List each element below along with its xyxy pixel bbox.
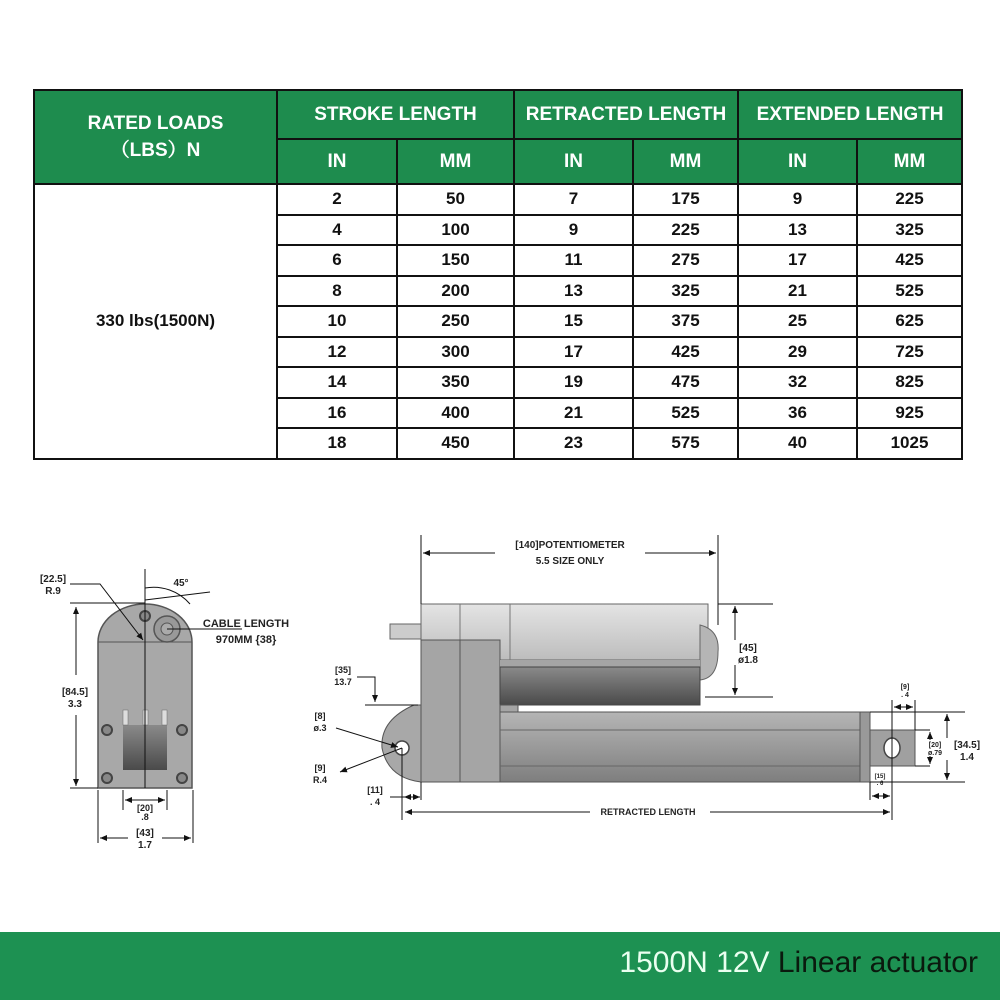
table-cell: 925 [857,398,962,429]
dim-rad-mm: [9] [314,763,326,773]
unit-header: MM [633,139,738,184]
side-view [40,569,289,851]
table-cell: 225 [857,184,962,215]
table-cell: 100 [397,215,514,246]
rated-load-cell: 330 lbs(1500N) [34,184,277,459]
table-cell: 13 [738,215,857,246]
cable-length-label: CABLE LENGTH [202,618,290,630]
dim-slot-mm: [20] [136,803,154,813]
table-cell: 13 [514,276,633,307]
dim-rad-in: R.4 [312,775,328,785]
table-cell: 525 [857,276,962,307]
table-cell: 21 [514,398,633,429]
unit-header: MM [397,139,514,184]
dim-angle: 45° [173,578,189,589]
table-cell: 825 [857,367,962,398]
dim-hole-in: ø.3 [313,723,327,733]
stroke-length-header: STROKE LENGTH [277,90,514,139]
dim-rodend-offset-in: . 6 [876,781,884,787]
table-cell: 9 [514,215,633,246]
extended-length-header: EXTENDED LENGTH [738,90,962,139]
table-cell: 14 [277,367,397,398]
table-cell: 9 [738,184,857,215]
table-cell: 250 [397,306,514,337]
dim-end-in: . 4 [369,797,381,807]
dim-rodend-height-in: 1.4 [960,752,974,763]
table-cell: 525 [633,398,738,429]
table-cell: 325 [633,276,738,307]
table-cell: 6 [277,245,397,276]
table-cell: 23 [514,428,633,459]
product-spec: 1500N 12V [619,946,770,979]
cable-length-value: 970MM {38} [215,634,277,646]
table-cell: 50 [397,184,514,215]
table-cell: 4 [277,215,397,246]
dim-end-mm: [11] [367,785,383,795]
dim-width-mm: [43] [136,828,154,839]
table-cell: 21 [738,276,857,307]
table-cell: 25 [738,306,857,337]
table-cell: 2 [277,184,397,215]
table-cell: 19 [514,367,633,398]
table-cell: 150 [397,245,514,276]
table-cell: 1025 [857,428,962,459]
retracted-length-label: RETRACTED LENGTH [600,807,696,817]
table-cell: 7 [514,184,633,215]
table-cell: 325 [857,215,962,246]
dim-width-in: 1.7 [138,840,152,851]
table-cell: 15 [514,306,633,337]
product-type: Linear actuator [777,946,978,979]
dim-rodend-hole-mm: [20] [928,742,942,749]
table-cell: 425 [857,245,962,276]
table-cell: 29 [738,337,857,368]
rated-loads-header: RATED LOADS （LBS）N [34,90,277,184]
dim-radius-in: R.9 [45,586,61,597]
unit-header: MM [857,139,962,184]
table-cell: 275 [633,245,738,276]
dim-radius-mm: [22.5] [39,574,67,585]
potentiometer-label: [140]POTENTIOMETER [515,540,625,551]
dim-offset-mm: [35] [334,665,352,675]
table-cell: 375 [633,306,738,337]
dim-height-in: 3.3 [68,699,82,710]
dim-rodend-hole-in: ø.79 [927,750,943,757]
unit-header: IN [514,139,633,184]
table-cell: 32 [738,367,857,398]
table-cell: 625 [857,306,962,337]
table-cell: 725 [857,337,962,368]
dim-motor-in: ø1.8 [737,655,759,666]
dim-rodend-width-in: . 4 [901,692,909,699]
table-cell: 475 [633,367,738,398]
table-cell: 8 [277,276,397,307]
table-cell: 300 [397,337,514,368]
table-cell: 400 [397,398,514,429]
table-cell: 18 [277,428,397,459]
unit-header: IN [277,139,397,184]
table-cell: 16 [277,398,397,429]
dim-rodend-height-mm: [34.5] [953,740,981,751]
dim-rodend-offset-mm: [15] [874,774,886,780]
table-cell: 200 [397,276,514,307]
footer-banner [0,932,1000,1000]
dim-offset-in: 13.7 [334,677,352,687]
table-cell: 17 [738,245,857,276]
table-cell: 10 [277,306,397,337]
retracted-length-header: RETRACTED LENGTH [514,90,738,139]
table-cell: 40 [738,428,857,459]
table-cell: 17 [514,337,633,368]
table-cell: 36 [738,398,857,429]
dim-hole-mm: [8] [314,711,326,721]
table-cell: 425 [633,337,738,368]
unit-header: IN [738,139,857,184]
front-view [313,535,980,820]
table-cell: 450 [397,428,514,459]
table-cell: 575 [633,428,738,459]
table-cell: 12 [277,337,397,368]
table-cell: 11 [514,245,633,276]
table-cell: 350 [397,367,514,398]
dim-motor-mm: [45] [739,643,757,654]
table-cell: 225 [633,215,738,246]
dim-rodend-width-mm: [9] [900,684,910,691]
dim-height-mm: [84.5] [61,687,89,698]
dim-slot-in: .8 [141,812,149,822]
potentiometer-note: 5.5 SIZE ONLY [535,556,605,567]
table-cell: 175 [633,184,738,215]
product-title [619,946,978,980]
